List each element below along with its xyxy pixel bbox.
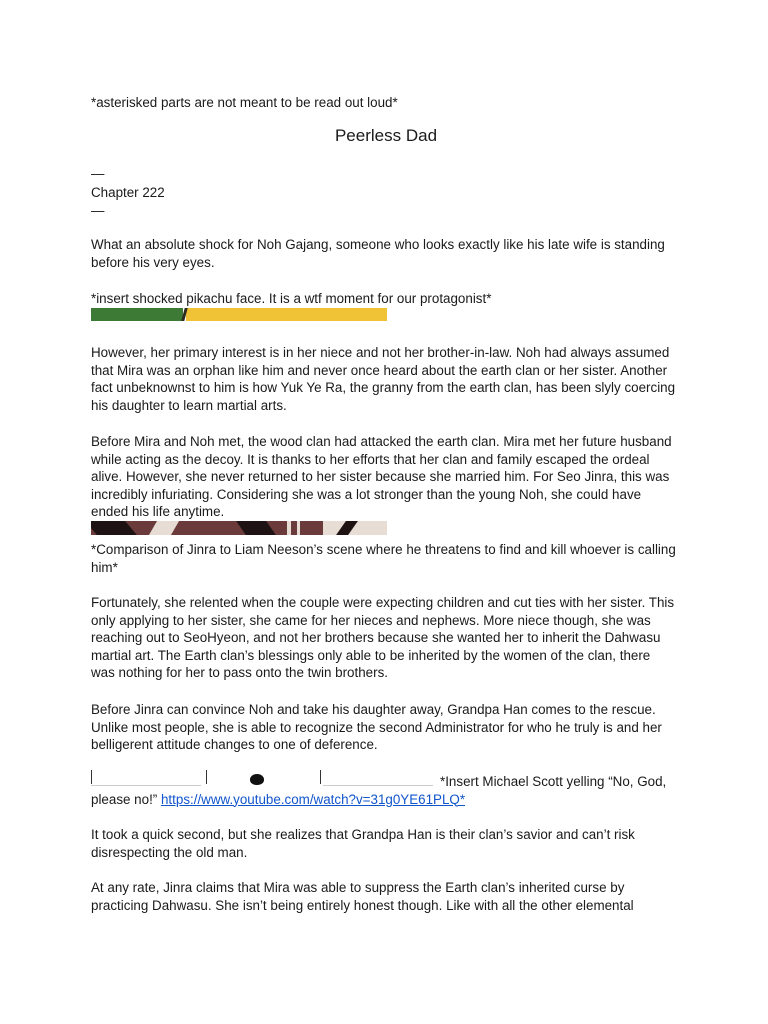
note-michael-scott-text: *Insert Michael Scott yelling “No, God, please no!” [91, 774, 667, 807]
paragraph-savior: It took a quick second, but she realizes that Grandpa Han is their clan’s savior and can’t risk disrespecting the old man. [91, 827, 635, 860]
divider-dash-top: — [91, 166, 105, 181]
note-michael-scott [91, 773, 681, 808]
divider-dash-bottom: — [91, 203, 105, 218]
asterisk-note: *asterisked parts are not meant to be read out loud* [91, 95, 398, 110]
chapter-heading: Chapter 222 [91, 185, 165, 200]
paragraph-curse: At any rate, Jinra claims that Mira was able to suppress the Earth clan’s inherited curse by practicing Dahwasu. She isn’t being entirely honest though. Like with all the other elemental [91, 880, 634, 913]
paragraph-relented: Fortunately, she relented when the couple were expecting children and cut ties with her sister. This only applying to her sister, she came for her nieces and nephews. More niece though, she was reaching out to SeoHyeon, and not her brothers because she wanted her to inherit the Dahwasu martial art. The Earth clan’s blessings only able to be inherited by the women of the clan, there was nothing for her to pass onto the twin brothers. [91, 595, 675, 680]
paragraph-grandpa-han: Before Jinra can convince Noh and take his daughter away, Grandpa Han comes to the rescue. Unlike most people, she is able to recognize the second Administrator for who he truly is and her belligerent attitude changes to one of deference. [91, 702, 662, 752]
paragraph-wood-clan: Before Mira and Noh met, the wood clan had attacked the earth clan. Mira met her future husband while acting as the decoy. It is thanks to her efforts that her clan and family escaped the ordeal alive. However, she never returned to her sister because she married him. For Seo Jinra, this was incredibly infuriating. Considering she was a lot stronger than the young Noh, she could have ended his life anytime. [91, 434, 672, 519]
document-title: Peerless Dad [334, 126, 438, 145]
paragraph-primary-interest: However, her primary interest is in her niece and not her brother-in-law. Noh had always assumed that Mira was an orphan like him and never once heard about the earth clan or her sister. Another fact unbeknownst to him is how Yuk Ye Ra, the granny from the earth clan, has been slyly coercing his daughter to learn martial arts. [91, 345, 676, 413]
note-liam-neeson: *Comparison of Jinra to Liam Neeson’s scene where he threatens to find and kill whoever is calling him* [91, 542, 676, 575]
embedded-image-pikachu-strip [91, 308, 387, 321]
youtube-link[interactable]: https://www.youtube.com/watch?v=31g0YE61PLQ* [160, 791, 466, 807]
paragraph-shock: What an absolute shock for Noh Gajang, someone who looks exactly like his late wife is standing before his very eyes. [91, 237, 665, 270]
embedded-image-liam-neeson-strip [91, 521, 387, 535]
note-pikachu: *insert shocked pikachu face. It is a wtf moment for our protagonist* [91, 291, 492, 306]
